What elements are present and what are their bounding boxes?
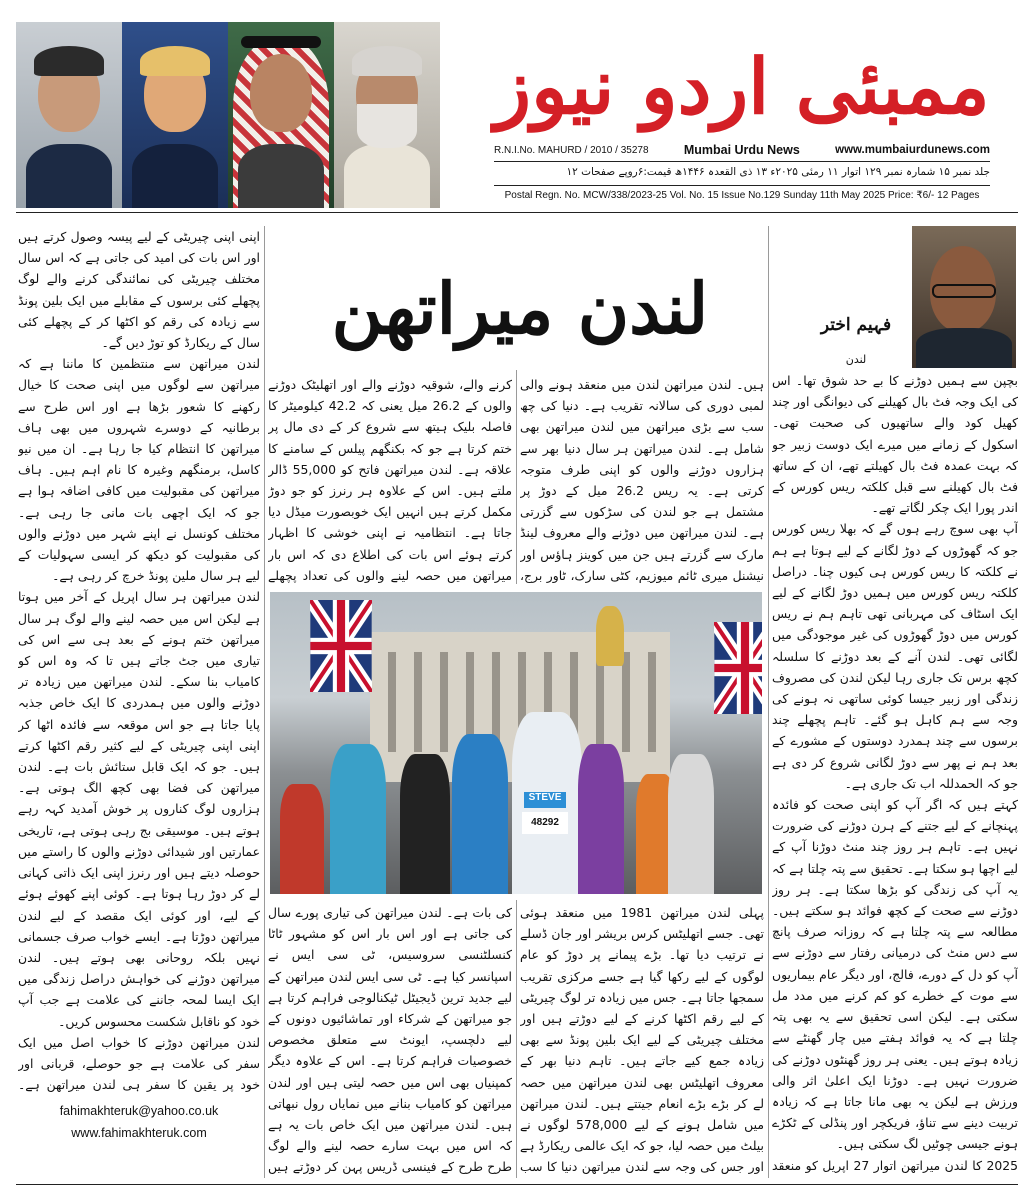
author-website[interactable]: www.fahimakhteruk.com xyxy=(71,1126,207,1140)
paragraph: لندن میراتھن ہر سال اپریل کے آخر میں ہوتا ہے لیکن اس میں حصہ لینے والے لوگ ہر سال میراتھن ختم ہونے کے بعد ہی سے اس کی تیاری میں جٹ جاتے ہیں تا کہ وہ اس کو کامیاب بنا سکے۔ لندن میراتھن میں زیادہ تر دوڑنے والوں میں ہمدردی کا ایک خاص جذبہ پایا جاتا ہے جو اس موقعہ سے فائدہ اٹھا کر اپنی اپنی چیریٹی کے لیے کثیر رقم اکٹھا کرتے ہیں۔ جو کہ ایک قابل ستائش بات ہے۔ لندن میراتھن کی فضا بھی کچھ الگ ہوتی ہے۔ ہزاروں لوگ کناروں پر خوش آمدید کہہ رہے ہوتے ہیں۔ موسیقی بج رہی ہوتی ہے، تاریخی عمارتیں اور شیدائی دوڑنے والوں کا راستے میں حوصلہ دیتے ہیں اور رنرز اپنی ایک ذاتی کہانی لے کر دوڑ رہا ہوتا ہے۔ کوئی اپنے کھوئے ہوئے کے لیے، اور کوئی ایک مقصد کے لیے لندن میراتھن دوڑتا ہے۔ ایسے خواب صرف جسمانی نہیں بلکہ روحانی بھی ہوتے ہیں۔ لندن میراتھن دوڑنے کی خواہش دراصل زندگی میں ایک ایسا لمحہ جاننے کی علامت ہے جب آپ خود کو ناقابل شکست محسوس کریں۔ xyxy=(18,589,260,1029)
masthead-rule-1 xyxy=(494,161,990,162)
registration-number: R.N.I.No. MAHURD / 2010 / 35278 xyxy=(494,144,649,156)
portrait-photo-3 xyxy=(228,22,334,208)
article-column-center-left-top xyxy=(268,374,512,584)
article-column-center-right-top xyxy=(520,374,764,584)
column-divider xyxy=(768,226,769,1178)
article-column-center-left-bottom xyxy=(268,902,512,1178)
article-column-right xyxy=(772,370,1018,1174)
runner-name-badge: STEVE xyxy=(524,792,566,808)
runner-bib-number: 48292 xyxy=(522,812,568,834)
issue-info-english: Postal Regn. No. MCW/338/2023-25 Vol. No. 15 Issue No.129 Sunday 11th May 2025 Price: ₹6/- 12 Pages xyxy=(504,190,980,201)
article-column-center-right-bottom xyxy=(520,902,764,1178)
portrait-photo-2 xyxy=(122,22,228,208)
paragraph: اپنی اپنی چیریٹی کے لیے پیسہ وصول کرتے ہیں اور اس بات کی امید کی جاتی ہے کہ اس سال مختلف چیریٹی کی نمائندگی کرنے والے لوگ پچھلے کئی برسوں کے مقابلے میں ایک بلین پونڈ سے زیادہ کی رقم کو اکٹھا کر کے پچھلے کئی سال کے ریکارڈ کو توڑ دیں گے۔ xyxy=(18,229,260,351)
paragraph: بچپن سے ہمیں دوڑنے کا بے حد شوق تھا۔ اس کی ایک وجہ فٹ بال کھیلنے کی دیوانگی اور چند کھیل کود والے ساتھیوں کی صحبت تھی۔ اسکول کے زمانے میں میرے ایک دوست زبیر جو کہ بہت عمدہ فٹ بال کھیلتے تھے، ان کے ساتھ فٹ بال کھیلنے سے قبل کلکتہ ریس کورس کے اندر پورا ایک چکر لگاتے تھے۔ xyxy=(772,373,1018,516)
marathon-photo xyxy=(270,592,762,894)
paragraph: لندن میراتھن دوڑنے کا خواب اصل میں ایک سفر کی علامت ہے جو حوصلے، قربانی اور خود پر یقین کا سفر ہی لندن میراتھن ہے۔ xyxy=(18,1034,260,1092)
paragraph: ہیں۔ لندن میراتھن لندن میں منعقد ہونے والی لمبی دوری کی سالانہ تقریب ہے۔ دنیا کی چھ سب سے بڑی میراتھن میں لندن میراتھن بھی شامل ہے۔ لندن میراتھن ہر سال دنیا بھر سے ہزاروں دوڑنے والوں کو اپنی طرف متوجہ کرتی ہے۔ یہ ریس 26.2 میل کے دوڑ پر مشتمل ہے جو لندن کی سڑکوں سے گزرتی ہے۔ لندن میراتھن میں دوڑنے والے معروف لینڈ مارک سے گزرتے ہیں جن میں کوینز ہاؤس اور نیشنل میری ٹائم میوزیم، کٹی سارک، ٹاور برج، xyxy=(520,377,764,583)
author-contact xyxy=(18,1100,260,1144)
paragraph: لندن میراتھن سے منتظمین کا ماننا ہے کہ میراتھن سے لوگوں میں اپنی صحت کا خیال رکھنے کا شعور بڑھا ہے اور اس طرح سے برطانیہ کے دوسرے شہروں میں بھی ہاف میراتھن کا انتظام کیا جا رہا ہے۔ ان میں نیو کاسل، برمنگھم وغیرہ کا نام اہم ہیں۔ ہاف میراتھن کی مقبولیت میں کافی اضافہ ہوا ہے جو کہ ایک اچھی بات مانی جا رہی ہے۔ مختلف کونسل نے اپنے شہر میں دوڑنے والوں کی مقبولیت کو دیکھ کر ایسی سہولیات کے لیے ہر سال ملین پونڈ خرچ کر رہی ہے۔ xyxy=(18,356,260,584)
english-title: Mumbai Urdu News xyxy=(683,143,800,157)
masthead-rule-2 xyxy=(494,185,990,186)
page-bottom-rule xyxy=(16,1184,1018,1185)
website-link[interactable]: www.mumbaiurdunews.com xyxy=(835,144,990,156)
portrait-photo-1 xyxy=(16,22,122,208)
portrait-photo-4 xyxy=(334,22,440,208)
logo-text: ممبئی اردو نیوز xyxy=(494,41,990,131)
masthead-info-row xyxy=(494,142,990,158)
runners-crowd xyxy=(270,712,762,894)
author-email[interactable]: fahimakhteruk@yahoo.co.uk xyxy=(59,1104,219,1118)
paragraph: کی بات ہے۔ لندن میراتھن کی تیاری پورے سال کی جاتی ہے اور اس بار اس کو مشہور ٹاٹا کنسلٹنسی سروسیس، ٹی سی ایس نے اسپانسر کیا ہے۔ ٹی سی ایس لندن میراتھن کے لیے جدید ترین ڈیجیٹل ٹیکنالوجی فراہم کرتا ہے جو میراتھن کے شرکاء اور تماشائیوں دونوں کے لیے دلچسپ، ایونٹ سے متعلق مخصوص خصوصیات فراہم کرتا ہے۔ اس کے علاوہ دیگر کمپنیاں بھی اس میں حصہ لیتی ہیں اور لندن میراتھن کو کامیاب بنانے میں نمایاں رول نبھاتی ہیں۔ لندن میراتھن میں ایک خاص بات یہ ہے کہ اس میں بہت سارے حصہ لینے والے لوگ طرح طرح کے فینسی ڈریس پہن کر دوڑتے ہیں xyxy=(268,905,512,1175)
headline-text: لندن میراتھن xyxy=(331,266,709,350)
column-divider xyxy=(516,900,517,1178)
article-headline xyxy=(300,258,740,358)
paragraph: کرنے والے، شوقیہ دوڑنے والے اور اتھلیٹک دوڑنے والوں کے 26.2 میل یعنی کہ 42.2 کیلومیٹر کا فاصلہ بلیک ہیتھ سے شروع کر کے دی مال پر ختم کرتا ہے جو کہ بکنگھم پیلس کے سامنے کا علاقہ ہے۔ لندن میراتھن فاتح کو 55,000 ڈالر ملتے ہیں۔ اس کے علاوہ ہر رنرز کو جو دوڑ مکمل کرتے ہیں انہیں ایک خوبصورت میڈل دیا جاتا ہے۔ انتظامیہ نے اپنی خوشی کا اظہار کرتے ہوئے اس بات کی اطلاع دی کہ اس بار میراتھن میں حصہ لینے والوں کی تعداد پچھلے xyxy=(268,377,512,583)
paragraph: کہتے ہیں کہ اگر آپ کو اپنی صحت کو فائدہ پہنچانے کے لیے جتنے کے ہرن دوڑنے کی ضرورت نہیں ہے۔ تاہم ہر روز چند منٹ دوڑنا آپ کے لیے اچھا ہو سکتا ہے۔ تحقیق سے پتہ چلتا ہے کہ یہ آپ کی زندگی کو بڑھا سکتا ہے۔ ہر روز دوڑنے سے صحت کے کچھ فوائد ہو سکتے ہیں۔ مطالعہ سے پتہ چلتا ہے کہ روزانہ صرف پانچ سے دس منٹ کی درمیانی رفتار سے دوڑنے سے آپ کو دل کے دورے، فالج، اور دیگر عام بیماریوں سے موت کے خطرے کو کم کرنے میں مدد مل سکتی ہے۔ لیکن اسی تحقیق سے یہ بھی پتہ چلتا ہے کہ یہ فوائد ہفتے میں چار گھنٹے سے زیادہ ہوتے ہیں۔ یعنی ہر روز گھنٹوں دوڑنے کی ضرورت نہیں ہے۔ دوڑنا ایک اعلیٰ اثر والی ورزش ہے لیکن یہ بھی مانا جاتا ہے کہ زیادہ تربیت دینے سے تناؤ، فریکچر اور پنڈلی کے ٹکڑے ہونے جیسی چوٹیں لگ سکتی ہیں۔ xyxy=(772,797,1018,1152)
column-divider xyxy=(516,370,517,584)
author-location: لندن xyxy=(845,353,867,366)
paragraph: 2025 کا لندن میراتھن اتوار 27 اپریل کو منعقد xyxy=(772,1157,1018,1173)
article-column-left xyxy=(18,226,260,1092)
author-photo xyxy=(912,226,1016,368)
author-name: فہیم اختر xyxy=(820,315,892,335)
victoria-memorial xyxy=(596,606,624,666)
issue-info-urdu: جلد نمبر ۱۵ شمارہ نمبر ۱۲۹ اتوار ۱۱ رمئی ۲۰۲۵ء ۱۳ ذی القعدہ ۱۴۴۶ھ قیمت:۶روپے صفحات ۱۲ xyxy=(566,166,990,178)
paragraph: پہلی لندن میراتھن 1981 میں منعقد ہوئی تھی۔ جسے اتھلیٹس کرس بریشر اور جان ڈسلے نے ترتیب دیا تھا۔ بڑے پیمانے پر دوڑ کو عام لوگوں کے لیے رکھا گیا ہے جسے مرکزی تقریب سمجھا جاتا ہے۔ جس میں زیادہ تر لوگ چیریٹی کے لیے رقم اکٹھا کرنے کے لیے دوڑتے ہیں اور مختلف چیریٹی کے لیے ایک بلین پونڈ سے بھی زیادہ جمع کیے جاتے ہیں۔ تاہم دنیا بھر کے معروف اتھلیٹس بھی لندن میراتھن میں حصہ لے کر بڑے بڑے انعام جیتتے ہیں۔ لندن میراتھن میں شامل ہونے کے لیے 578,000 لوگوں نے بیلٹ میں حصہ لیا، جو کہ ایک عالمی ریکارڈ ہے اور جس کی وجہ سے لندن میراتھن دنیا کا سب xyxy=(520,905,764,1175)
header-bottom-rule xyxy=(16,212,1018,213)
union-jack-flag-icon xyxy=(714,622,762,714)
column-divider xyxy=(264,226,265,1178)
newspaper-logo xyxy=(492,36,992,136)
masthead-photo-collage xyxy=(16,22,440,208)
paragraph: آپ بھی سوچ رہے ہوں گے کہ بھلا ریس کورس جو کہ گھوڑوں کے دوڑ لگانے کے لیے ہوتا ہے ہم نے کلکتہ کا ریس کورس ہی کیوں چنا۔ دراصل کلکتہ ریس کورس میں ہمیں دوڑ لگانے کے لیے ایک اسٹاف کی مہربانی تھی تاہم ہم نے ریس کورس میں دوڑ گھوڑوں کی غیر موجودگی میں لگائی تھی۔ لندن آنے کے بعد دوڑنے کا سلسلہ کچھ برس تک جاری رہا لیکن لندن کی مصروف زندگی اور زبیر جیسا کوئی ساتھی نہ ہونے کی وجہ سے ہم کاہل ہو گئے۔ تاہم پچھلے چند برسوں سے چند ہمدرد دوستوں کے مشورے کے بعد ہم نے پھر سے دوڑ لگانی شروع کر دی ہے جو کہ الحمدللہ اب تک جاری ہے۔ xyxy=(772,521,1018,791)
byline xyxy=(806,314,906,366)
union-jack-flag-icon xyxy=(310,600,372,692)
